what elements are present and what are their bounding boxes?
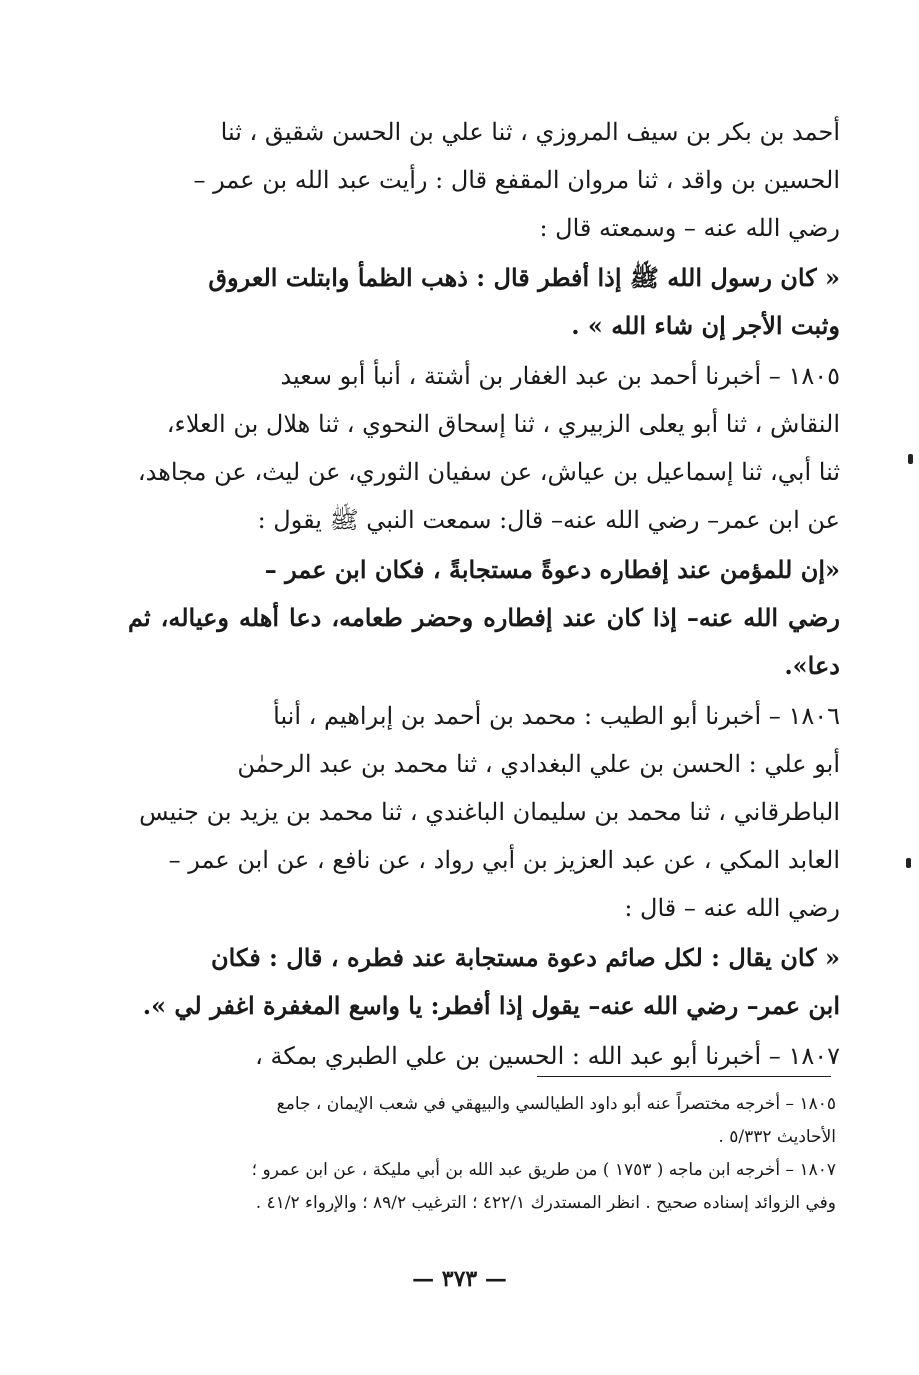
hadith-1807-isnad (128, 1032, 840, 1080)
text-line: رضي الله عنه – قال : (624, 894, 840, 922)
page-body (128, 108, 840, 1082)
footnote-line: وفي الزوائد إسناده صحيح . انظر المستدرك ٤٢٢/١ ؛ الترغيب ٨٩/٢ ؛ والإرواء ٤١/٢ . (255, 1193, 836, 1213)
text-line: رضي الله عنه– إذا كان عند إفطاره وحضر طعامه، دعا أهله وعياله، ثم دعا». (128, 603, 840, 680)
text-line: ابن عمر– رضي الله عنه– يقول إذا أفطر: يا واسع المغفرة اغفر لي ». (142, 991, 840, 1020)
text-line: وثبت الأجر إن شاء الله » . (571, 311, 840, 340)
text-line: عن ابن عمر– رضي الله عنه– قال: سمعت النبي ﷺ يقول : (257, 506, 840, 534)
main-text (128, 108, 840, 1080)
text-line: « كان يقال : لكل صائم دعوة مستجابة عند فطره ، قال : فكان (211, 943, 840, 972)
footnote-1805 (84, 1088, 836, 1154)
hadith-text-1806 (128, 934, 840, 1030)
text-line: «إن للمؤمن عند إفطاره دعوةً مستجابةً ، فكان ابن عمر – (264, 555, 840, 584)
text-line: أحمد بن بكر بن سيف المروزي ، ثنا علي بن الحسن شقيق ، ثنا (220, 118, 840, 146)
text-line: ١٨٠٥ – أخبرنا أحمد بن عبد الغفار بن أشتة ، أنبأ أبو سعيد (280, 362, 840, 390)
hadith-text-1804 (128, 254, 840, 350)
text-line: العابد المكي ، عن عبد العزيز بن أبي رواد ، عن نافع ، عن ابن عمر – (168, 846, 840, 874)
margin-mark (908, 454, 913, 464)
footnotes (84, 1088, 836, 1220)
text-line: النقاش ، ثنا أبو يعلى الزبيري ، ثنا إسحاق النحوي ، ثنا هلال بن العلاء، (166, 410, 840, 438)
footnote-separator (537, 1076, 831, 1077)
text-line: الحسين بن واقد ، ثنا مروان المقفع قال : رأيت عبد الله بن عمر – (193, 166, 840, 194)
footnote-line: ١٨٠٥ – أخرجه مختصراً عنه أبو داود الطيالسي والبيهقي في شعب الإيمان ، جامع (276, 1094, 836, 1114)
text-line: أبو علي : الحسن بن علي البغدادي ، ثنا محمد بن عبد الرحمٰن (237, 750, 840, 778)
footnote-line: ١٨٠٧ – أخرجه ابن ماجه ( ١٧٥٣ ) من طريق عبد الله بن أبي مليكة ، عن ابن عمرو ؛ (251, 1160, 836, 1180)
text-line: ثنا أبي، ثنا إسماعيل بن عياش، عن سفيان الثوري، عن ليث، عن مجاهد، (137, 458, 840, 486)
text-line: ١٨٠٦ – أخبرنا أبو الطيب : محمد بن أحمد بن إبراهيم ، أنبأ (273, 702, 840, 730)
hadith-1805-isnad (128, 352, 840, 544)
footnote-1807 (84, 1154, 836, 1220)
text-line: « كان رسول الله ﷺ إذا أفطر قال : ذهب الظمأ وابتلت العروق (208, 263, 840, 292)
footnote-line: الأحاديث ٥/٣٣٢ . (718, 1127, 836, 1147)
margin-mark (906, 858, 911, 868)
text-line: ١٨٠٧ – أخبرنا أبو عبد الله : الحسين بن علي الطبري بمكة ، (255, 1042, 840, 1070)
text-line: الباطرقاني ، ثنا محمد بن سليمان الباغندي ، ثنا محمد بن يزيد بن جنيس (139, 798, 840, 826)
hadith-text-1805 (128, 546, 840, 690)
text-line: رضي الله عنه – وسمعته قال : (539, 214, 840, 242)
hadith-1806-isnad (128, 692, 840, 932)
paragraph-isnad-continuation (128, 108, 840, 252)
page-number: — ٣٧٣ — (412, 1266, 507, 1292)
